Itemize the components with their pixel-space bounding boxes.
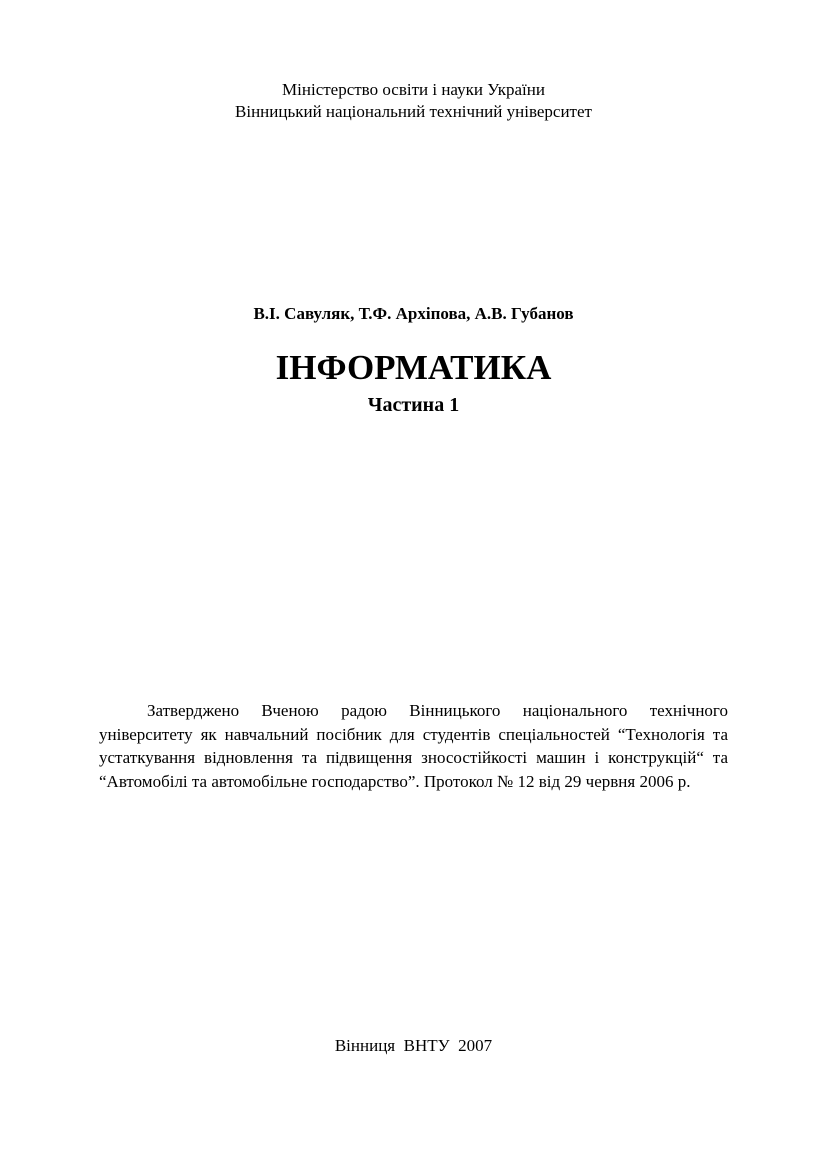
approval-text: Затверджено Вченою радою Вінницького національного технічного університету як навчальний посібник для студентів спеціальностей “Технологія та устаткування відновлення та підвищення зносостійкості машин і конструкцій“ та “Автомобілі та автомобільне господарство”. Протокол № 12 від 29 червня 2006 р.: [99, 701, 728, 791]
book-subtitle: Частина 1: [367, 394, 460, 416]
publication-info: Вінниця ВНТУ 2007: [334, 1036, 493, 1055]
ministry-name: Міністерство освіти і науки України: [282, 80, 545, 99]
approval-note: [99, 699, 728, 793]
authors: В.І. Савуляк, Т.Ф. Архіпова, А.В. Губанов: [253, 304, 574, 323]
book-title: ІНФОРМАТИКА: [275, 348, 552, 387]
university-name: Вінницький національний технічний університет: [235, 102, 592, 121]
header-block: [0, 79, 827, 123]
